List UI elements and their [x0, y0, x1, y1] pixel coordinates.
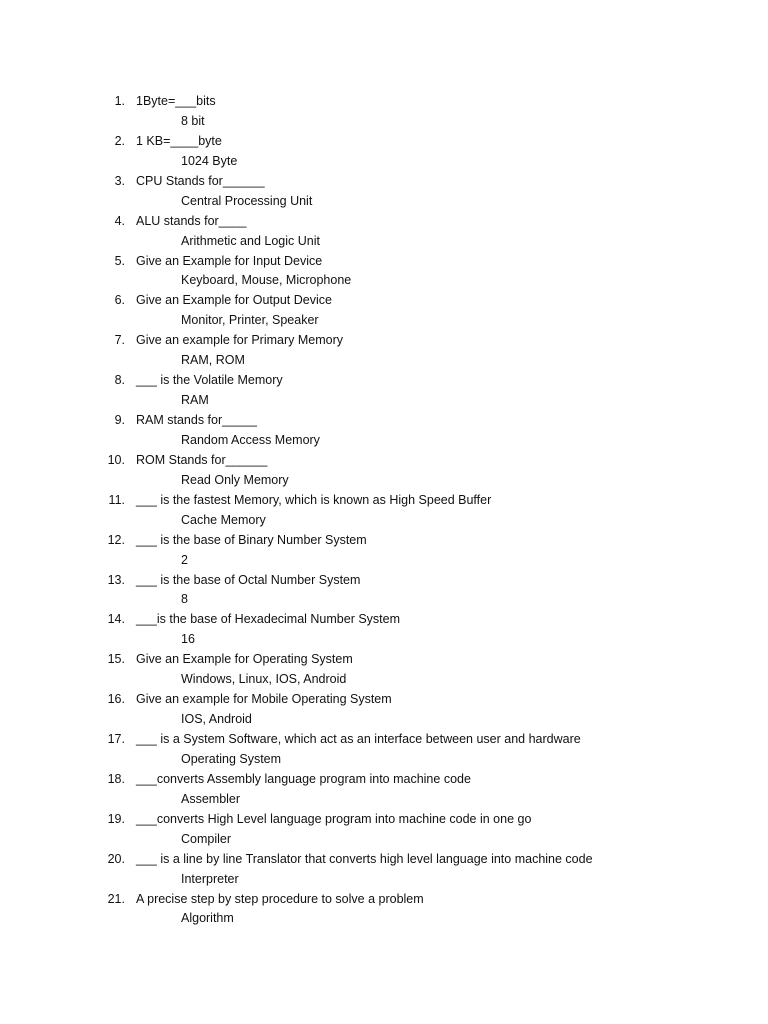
- list-item: [0, 889, 768, 929]
- answer-text: 8: [181, 592, 188, 607]
- answer-text: Central Processing Unit: [181, 193, 313, 208]
- question-number: 10.: [107, 452, 125, 467]
- list-item: [0, 490, 768, 530]
- question-number: 8.: [114, 373, 125, 388]
- answer-line: [0, 829, 768, 849]
- answer-line: [0, 908, 768, 928]
- question-text: ___is the base of Hexadecimal Number System: [136, 612, 401, 627]
- list-item: [0, 689, 768, 729]
- answer-line: [0, 669, 768, 689]
- question-text: RAM stands for_____: [136, 413, 257, 427]
- answer-text: Keyboard, Mouse, Microphone: [181, 273, 352, 288]
- question-number: 11.: [108, 492, 125, 507]
- list-item: [0, 251, 768, 291]
- list-item: [0, 410, 768, 450]
- question-line: [0, 889, 768, 909]
- question-line: [0, 769, 768, 789]
- question-number: 18.: [107, 771, 125, 786]
- question-number: 15.: [107, 652, 125, 667]
- list-item: [0, 769, 768, 809]
- question-line: [0, 530, 768, 550]
- answer-line: [0, 589, 768, 609]
- question-line: [0, 370, 768, 390]
- list-item: [0, 729, 768, 769]
- answer-text: 16: [181, 632, 195, 647]
- question-number: 17.: [107, 732, 125, 746]
- answer-text: Algorithm: [181, 911, 234, 926]
- answer-text: Interpreter: [181, 871, 239, 886]
- answer-line: [0, 470, 768, 490]
- list-item: [0, 450, 768, 490]
- list-item: [0, 809, 768, 849]
- list-item: [0, 570, 768, 610]
- answer-line: [0, 789, 768, 809]
- question-line: [0, 211, 768, 231]
- question-line: [0, 490, 768, 510]
- question-line: [0, 849, 768, 869]
- answer-line: [0, 151, 768, 171]
- question-number: 5.: [114, 253, 125, 268]
- answer-line: [0, 629, 768, 649]
- question-text: ___converts High Level language program into machine code in one go: [136, 811, 532, 826]
- question-number: 2.: [114, 133, 125, 148]
- question-text: ___ is the base of Binary Number System: [136, 532, 367, 547]
- answer-line: [0, 270, 768, 290]
- question-text: Give an Example for Output Device: [136, 293, 332, 308]
- question-line: [0, 729, 768, 749]
- answer-line: [0, 390, 768, 410]
- question-number: 7.: [114, 333, 125, 348]
- answer-line: [0, 550, 768, 570]
- list-item: [0, 609, 768, 649]
- question-number: 9.: [114, 413, 125, 427]
- question-text: Give an example for Mobile Operating System: [136, 692, 392, 707]
- question-number: 16.: [107, 692, 125, 707]
- list-item: [0, 131, 768, 171]
- question-number: 13.: [107, 572, 125, 587]
- question-number: 21.: [107, 891, 125, 906]
- question-line: [0, 809, 768, 829]
- question-text: ___converts Assembly language program into machine code: [136, 771, 471, 786]
- answer-text: RAM: [181, 393, 209, 408]
- question-number: 3.: [114, 173, 125, 188]
- answer-line: [0, 111, 768, 131]
- answer-line: [0, 310, 768, 330]
- answer-text: 8 bit: [181, 113, 205, 128]
- answer-text: RAM, ROM: [181, 353, 245, 368]
- question-number: 14.: [107, 612, 125, 627]
- answer-line: [0, 231, 768, 251]
- question-line: [0, 171, 768, 191]
- list-item: [0, 530, 768, 570]
- question-number: 4.: [114, 213, 125, 228]
- question-line: [0, 649, 768, 669]
- answer-text: Compiler: [181, 831, 232, 846]
- question-text: A precise step by step procedure to solve a problem: [136, 891, 424, 906]
- question-text: Give an example for Primary Memory: [136, 333, 344, 348]
- answer-line: [0, 510, 768, 530]
- question-text: ___ is the fastest Memory, which is known as High Speed Buffer: [136, 492, 492, 507]
- question-line: [0, 251, 768, 271]
- answer-line: [0, 869, 768, 889]
- answer-text: Monitor, Printer, Speaker: [181, 313, 319, 328]
- answer-text: Random Access Memory: [181, 432, 320, 447]
- question-text: 1 KB=____byte: [136, 133, 222, 148]
- question-line: [0, 131, 768, 151]
- question-text: 1Byte=___bits: [136, 94, 216, 108]
- question-number: 20.: [107, 851, 125, 866]
- answer-text: Windows, Linux, IOS, Android: [181, 672, 347, 687]
- question-line: [0, 91, 768, 111]
- question-list: [0, 91, 768, 928]
- answer-text: Arithmetic and Logic Unit: [181, 233, 320, 248]
- answer-text: IOS, Android: [181, 712, 252, 727]
- question-line: [0, 290, 768, 310]
- question-line: [0, 410, 768, 430]
- question-text: ___ is the base of Octal Number System: [136, 572, 361, 587]
- list-item: [0, 211, 768, 251]
- answer-line: [0, 191, 768, 211]
- list-item: [0, 171, 768, 211]
- answer-line: [0, 749, 768, 769]
- list-item: [0, 649, 768, 689]
- question-text: ___ is a System Software, which act as an interface between user and hardware: [136, 732, 581, 746]
- answer-text: Read Only Memory: [181, 472, 289, 487]
- question-line: [0, 570, 768, 590]
- answer-text: Cache Memory: [181, 512, 266, 527]
- answer-text: 2: [181, 552, 188, 567]
- question-number: 19.: [107, 811, 125, 826]
- question-text: ROM Stands for______: [136, 452, 268, 467]
- answer-line: [0, 430, 768, 450]
- question-text: ___ is the Volatile Memory: [136, 373, 283, 388]
- question-text: CPU Stands for______: [136, 173, 265, 188]
- question-line: [0, 330, 768, 350]
- list-item: [0, 330, 768, 370]
- question-number: 6.: [114, 293, 125, 308]
- question-text: ___ is a line by line Translator that converts high level language into machine code: [136, 851, 593, 866]
- question-number: 12.: [107, 532, 125, 547]
- answer-text: Operating System: [181, 751, 282, 766]
- question-line: [0, 450, 768, 470]
- answer-line: [0, 350, 768, 370]
- list-item: [0, 91, 768, 131]
- list-item: [0, 290, 768, 330]
- answer-text: 1024 Byte: [181, 153, 238, 168]
- answer-text: Assembler: [181, 791, 241, 806]
- list-item: [0, 849, 768, 889]
- answer-line: [0, 709, 768, 729]
- question-text: ALU stands for____: [136, 213, 247, 228]
- question-text: Give an Example for Input Device: [136, 253, 323, 268]
- question-number: 1.: [114, 94, 125, 108]
- list-item: [0, 370, 768, 410]
- question-line: [0, 689, 768, 709]
- question-text: Give an Example for Operating System: [136, 652, 353, 667]
- question-line: [0, 609, 768, 629]
